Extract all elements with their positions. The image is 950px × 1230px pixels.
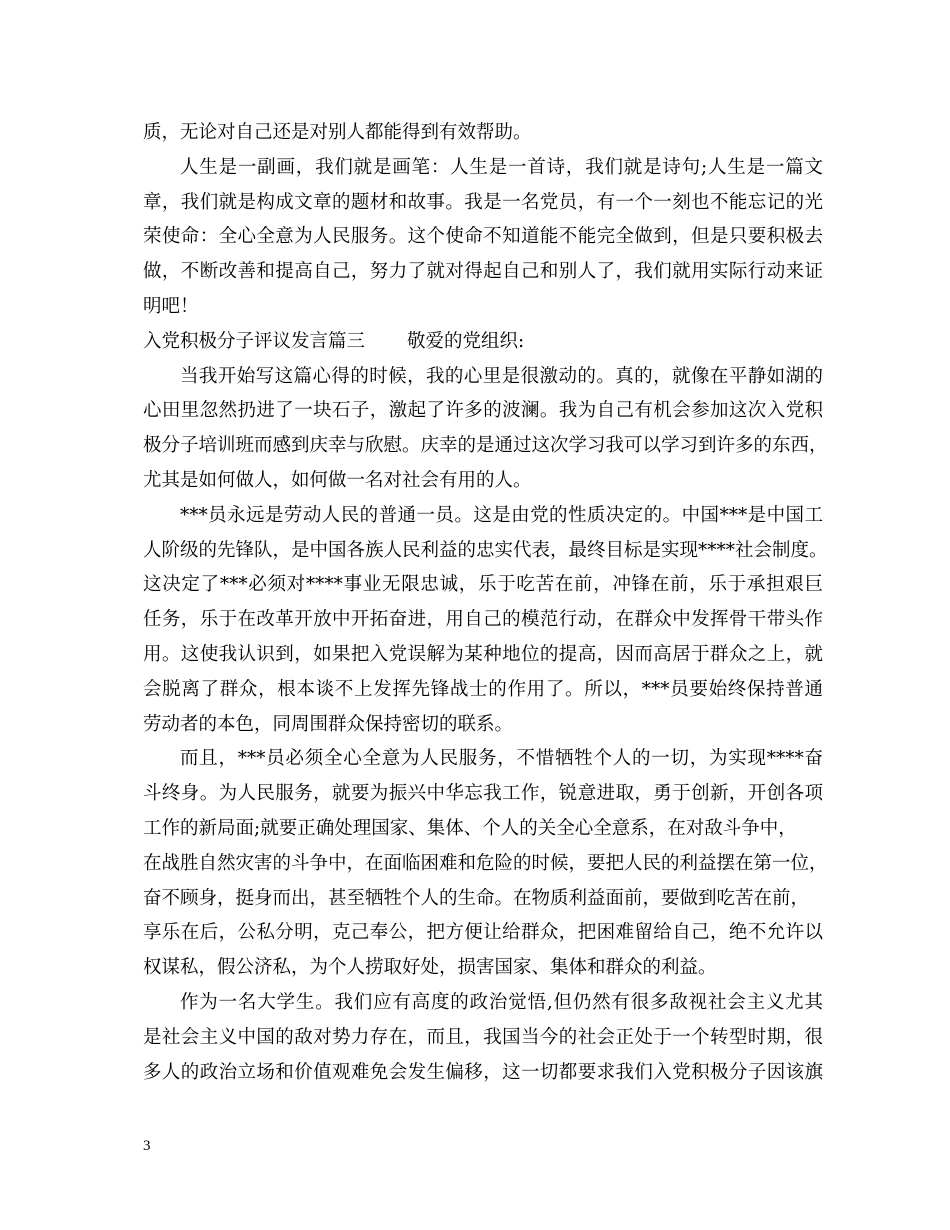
text-line: 人阶级的先锋队，是中国各族人民利益的忠实代表，最终目标是实现****社会制度。 [143,539,828,561]
text-line: 质，无论对自己还是对别人都能得到有效帮助。 [143,122,532,143]
text-line: 心田里忽然扔进了一块石子，激起了许多的波澜。我为自己有机会参加这次入党积 [143,400,823,422]
paragraph-group-1 [143,116,823,325]
text-line: 在战胜自然灾害的斗争中，在面临困难和危险的时候，要把人民的利益摆在第一位， [143,852,828,874]
text-line: 做，不断改善和提高自己，努力了就对得起自己和别人了，我们就用实际行动来证 [143,261,823,283]
text-line: 人生是一副画，我们就是画笔：人生是一首诗，我们就是诗句;人生是一篇文 [180,156,823,178]
section-heading [143,325,823,360]
text-line: 用。这使我认识到，如果把入党误解为某种地位的提高，因而高居于群众之上，就 [143,643,823,665]
text-line: 会脱离了群众，根本谈不上发挥先锋战士的作用了。所以，***员要始终保持普通 [143,678,823,700]
text-line: 明吧！ [143,295,199,317]
body-text [143,116,828,1090]
salutation: 敬爱的党组织: [407,330,525,352]
text-line: 作为一名大学生。我们应有高度的政治觉悟,但仍然有很多敌视社会主义尤其 [180,991,823,1013]
text-line: 这决定了***必须对****事业无限忠诚，乐于吃苦在前，冲锋在前，乐于承担艰巨 [143,574,823,596]
text-line: 奋不顾身，挺身而出，甚至牺牲个人的生命。在物质利益面前，要做到吃苦在前， [143,887,810,909]
text-line: 荣使命：全心全意为人民服务。这个使命不知道能不能完全做到，但是只要积极去 [143,226,823,248]
text-line: 劳动者的本色，同周围群众保持密切的联系。 [143,713,514,735]
paragraph-group-2 [143,360,828,1091]
text-line: 是社会主义中国的敌对势力存在，而且，我国当今的社会正处于一个转型时期，很 [143,1026,823,1048]
text-line: ***员永远是劳动人民的普通一员。这是由党的性质决定的。中国***是中国工 [180,504,823,526]
text-line: 权谋私，假公济私，为个人捞取好处，损害国家、集体和群众的利益。 [143,957,717,979]
text-line: 当我开始写这篇心得的时候，我的心里是很激动的。真的，就像在平静如湖的 [180,365,823,387]
text-line: 尤其是如何做人，如何做一名对社会有用的人。 [143,469,532,491]
text-line: 任务，乐于在改革开放中开拓奋进，用自己的模范行动，在群众中发挥骨干带头作 [143,609,823,631]
text-line: 工作的新局面;就要正确处理国家、集体、个人的关全心全意系，在对敌斗争中， [143,817,797,839]
text-line: 而且，***员必须全心全意为人民服务，不惜牺牲个人的一切，为实现****奋 [180,748,823,770]
page-number: 3 [143,1138,151,1154]
section-title: 入党积极分子评议发言篇三 [143,330,366,352]
text-line: 多人的政治立场和价值观难免会发生偏移，这一切都要求我们入党积极分子因该旗 [143,1061,823,1083]
text-line: 章，我们就是构成文章的题材和故事。我是一名党员，有一个一刻也不能忘记的光 [143,191,823,213]
text-line: 斗终身。为人民服务，就要为振兴中华忘我工作，锐意进取，勇于创新，开创各项 [143,783,823,805]
text-line: 享乐在后，公私分明，克己奉公，把方便让给群众，把困难留给自己，绝不允许以 [143,922,823,944]
text-line: 极分子培训班而感到庆幸与欣慰。庆幸的是通过这次学习我可以学习到许多的东西， [143,435,828,457]
